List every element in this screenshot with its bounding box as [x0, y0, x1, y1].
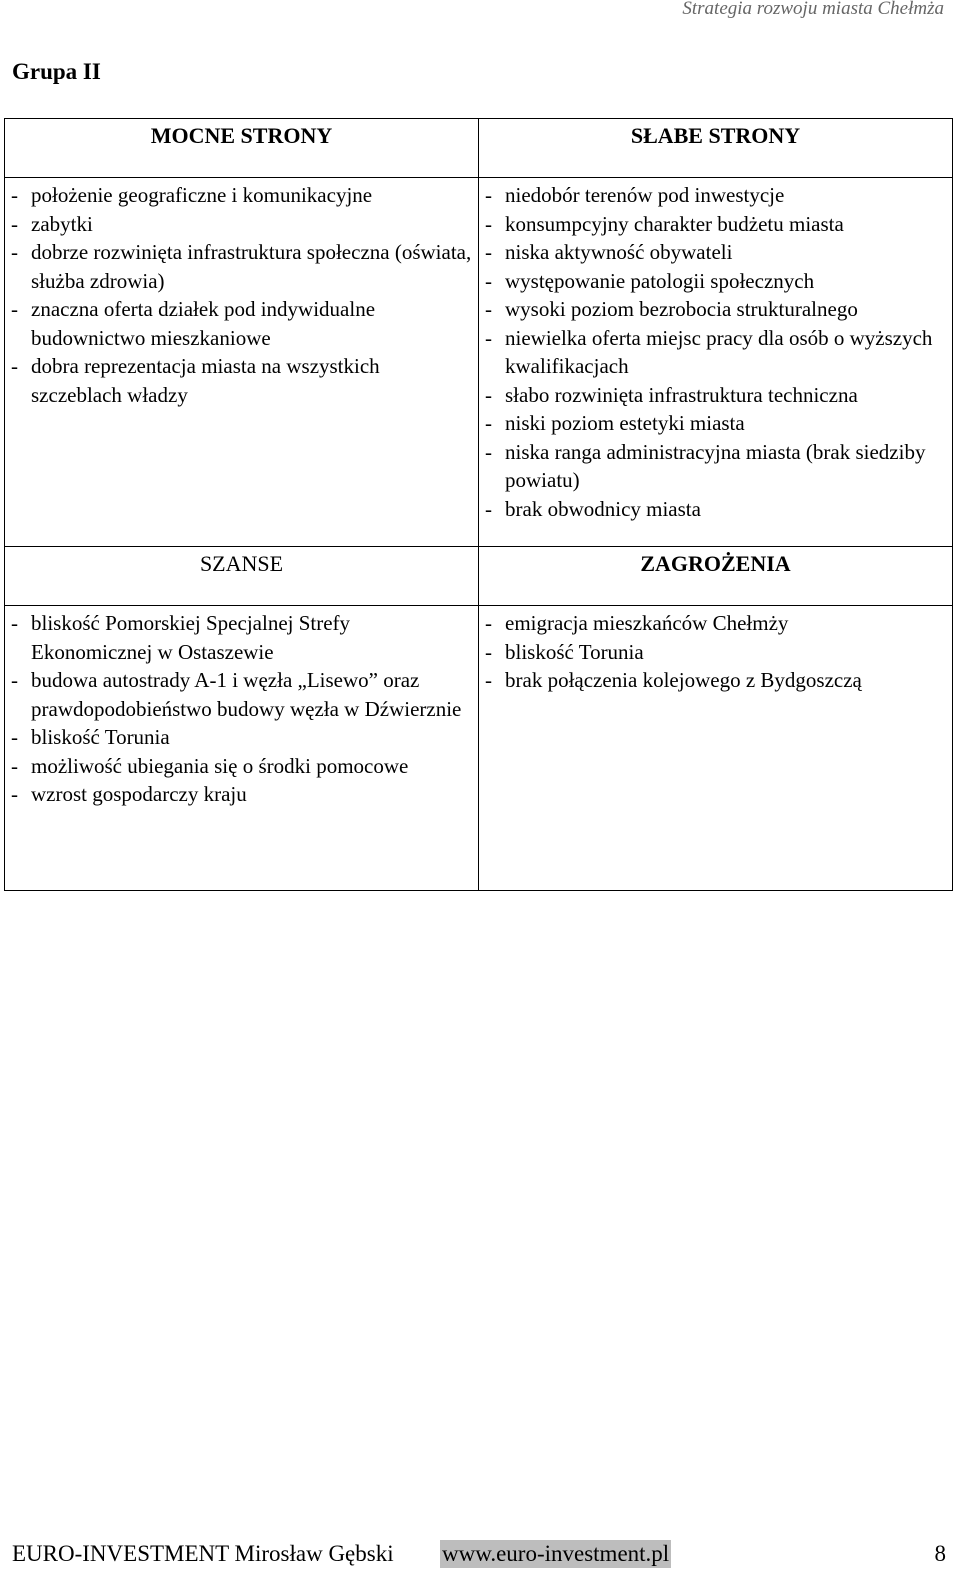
- page-number: 8: [934, 1541, 946, 1566]
- strengths-title: MOCNE STRONY: [150, 123, 333, 148]
- opportunities-list: [5, 606, 478, 809]
- list-item: - niedobór terenów pod inwestycje: [485, 181, 946, 210]
- list-item: - znaczna oferta działek pod indywidualne budownictwo mieszkaniowe: [11, 295, 472, 352]
- list-item: - wysoki poziom bezrobocia strukturalnego: [485, 295, 946, 324]
- swot-header-row-top: [5, 119, 953, 178]
- list-item: - budowa autostrady A-1 i węzła „Lisewo” oraz prawdopodobieństwo budowy węzła w Dźwierznie: [11, 666, 472, 723]
- list-item: - brak połączenia kolejowego z Bydgoszczą: [485, 666, 946, 695]
- threats-title: ZAGROŻENIA: [640, 551, 791, 576]
- list-item: - brak obwodnicy miasta: [485, 495, 946, 524]
- list-item: - wzrost gospodarczy kraju: [11, 780, 472, 809]
- threats-list: [479, 606, 952, 695]
- list-item: - konsumpcyjny charakter budżetu miasta: [485, 210, 946, 239]
- threats-header-cell: [479, 547, 953, 606]
- page-footer: [12, 1540, 946, 1568]
- running-header: Strategia rozwoju miasta Chełmża: [682, 0, 944, 19]
- footer-website-link[interactable]: www.euro-investment.pl: [442, 1541, 670, 1566]
- list-item: - dobrze rozwinięta infrastruktura społeczna (oświata, służba zdrowia): [11, 238, 472, 295]
- list-item: - zabytki: [11, 210, 472, 239]
- list-item: - słabo rozwinięta infrastruktura techniczna: [485, 381, 946, 410]
- weaknesses-list: [479, 178, 952, 523]
- strengths-header-cell: [5, 119, 479, 178]
- list-item: - bliskość Torunia: [11, 723, 472, 752]
- swot-content-row-top: [5, 178, 953, 547]
- list-item: - możliwość ubiegania się o środki pomocowe: [11, 752, 472, 781]
- list-item: - niska aktywność obywateli: [485, 238, 946, 267]
- weaknesses-header-cell: [479, 119, 953, 178]
- list-item: - dobra reprezentacja miasta na wszystkich szczeblach władzy: [11, 352, 472, 409]
- list-item: - niski poziom estetyki miasta: [485, 409, 946, 438]
- swot-header-row-bottom: [5, 547, 953, 606]
- strengths-cell: [5, 178, 479, 547]
- footer-company: EURO-INVESTMENT Mirosław Gębski: [12, 1541, 394, 1566]
- list-item: - bliskość Torunia: [485, 638, 946, 667]
- list-item: - emigracja mieszkańców Chełmży: [485, 609, 946, 638]
- opportunities-header-cell: [5, 547, 479, 606]
- list-item: - występowanie patologii społecznych: [485, 267, 946, 296]
- list-item: - bliskość Pomorskiej Specjalnej Strefy Ekonomicznej w Ostaszewie: [11, 609, 472, 666]
- threats-cell: [479, 606, 953, 891]
- swot-content-row-bottom: [5, 606, 953, 891]
- weaknesses-cell: [479, 178, 953, 547]
- opportunities-cell: [5, 606, 479, 891]
- list-item: - niewielka oferta miejsc pracy dla osób o wyższych kwalifikacjach: [485, 324, 946, 381]
- weaknesses-title: SŁABE STRONY: [630, 123, 801, 148]
- strengths-list: [5, 178, 478, 409]
- list-item: - położenie geograficzne i komunikacyjne: [11, 181, 472, 210]
- swot-table: [4, 118, 953, 891]
- list-item: - niska ranga administracyjna miasta (brak siedziby powiatu): [485, 438, 946, 495]
- opportunities-title: SZANSE: [199, 551, 284, 576]
- group-title: Grupa II: [12, 59, 101, 84]
